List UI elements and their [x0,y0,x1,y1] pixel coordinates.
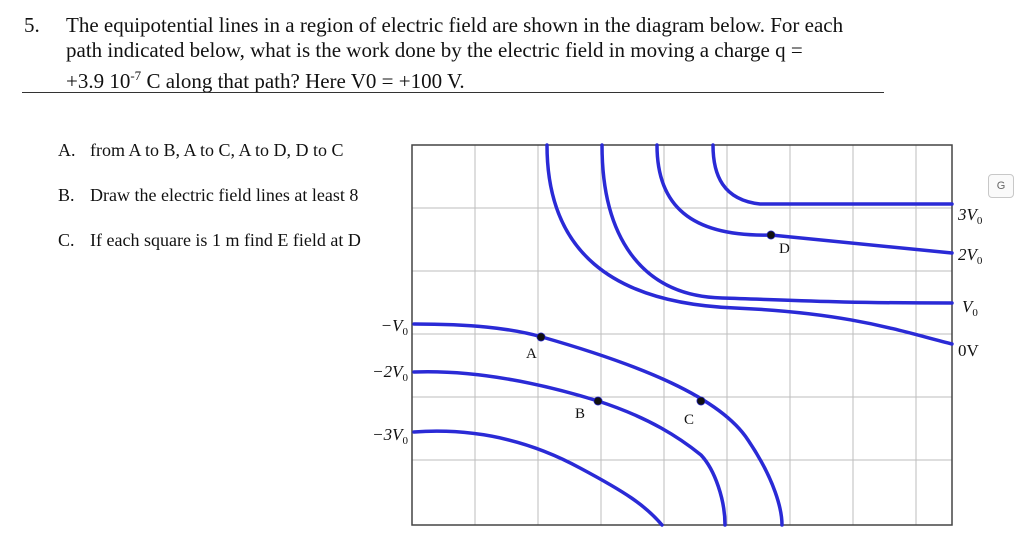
point-d-label: D [779,241,790,257]
equipotential-2v0 [657,145,952,253]
part-b-text: Draw the electric field lines at least 8 [90,185,359,205]
charge-value: +3.9 10 [66,69,131,93]
charge-exponent: -7 [130,68,142,83]
point-a-label: A [526,346,537,362]
question-line-2: path indicated below, what is the work done by the electric field in moving a charge q = [66,38,803,62]
equipotential-0v [547,145,952,344]
part-c-letter: C. [58,230,75,250]
label-v0: $V_0$ [962,297,978,319]
part-b-letter: B. [58,185,75,205]
question-number: 5. [24,13,40,37]
label-minus-v0: $-V_0$ [380,316,408,338]
diagram-frame [412,145,952,525]
point-b-label: B [575,406,586,422]
equipotential-minus-2v0 [414,372,725,525]
question-line-1: The equipotential lines in a region of electric field are shown in the diagram below. For each [66,13,844,37]
grid [412,145,952,525]
equipotential-v0 [602,145,952,303]
label-2v0: $2V_0$ [958,245,983,267]
question-line-3-rest: C along that path? Here V0 = +100 V. [141,69,465,93]
equipotential-lines [414,145,952,525]
label-3v0: $3V_0$ [958,205,983,227]
part-c-text: If each square is 1 m find E field at D [90,230,361,250]
label-0v: 0V [958,341,979,360]
label-minus-3v0: $-3V_0$ [372,425,408,447]
point-c-label: C [684,412,695,428]
corner-button[interactable]: G [988,174,1014,198]
part-a-text: from A to B, A to C, A to D, D to C [90,140,344,160]
label-minus-2v0: $-2V_0$ [372,362,408,384]
part-a-letter: A. [58,140,76,160]
